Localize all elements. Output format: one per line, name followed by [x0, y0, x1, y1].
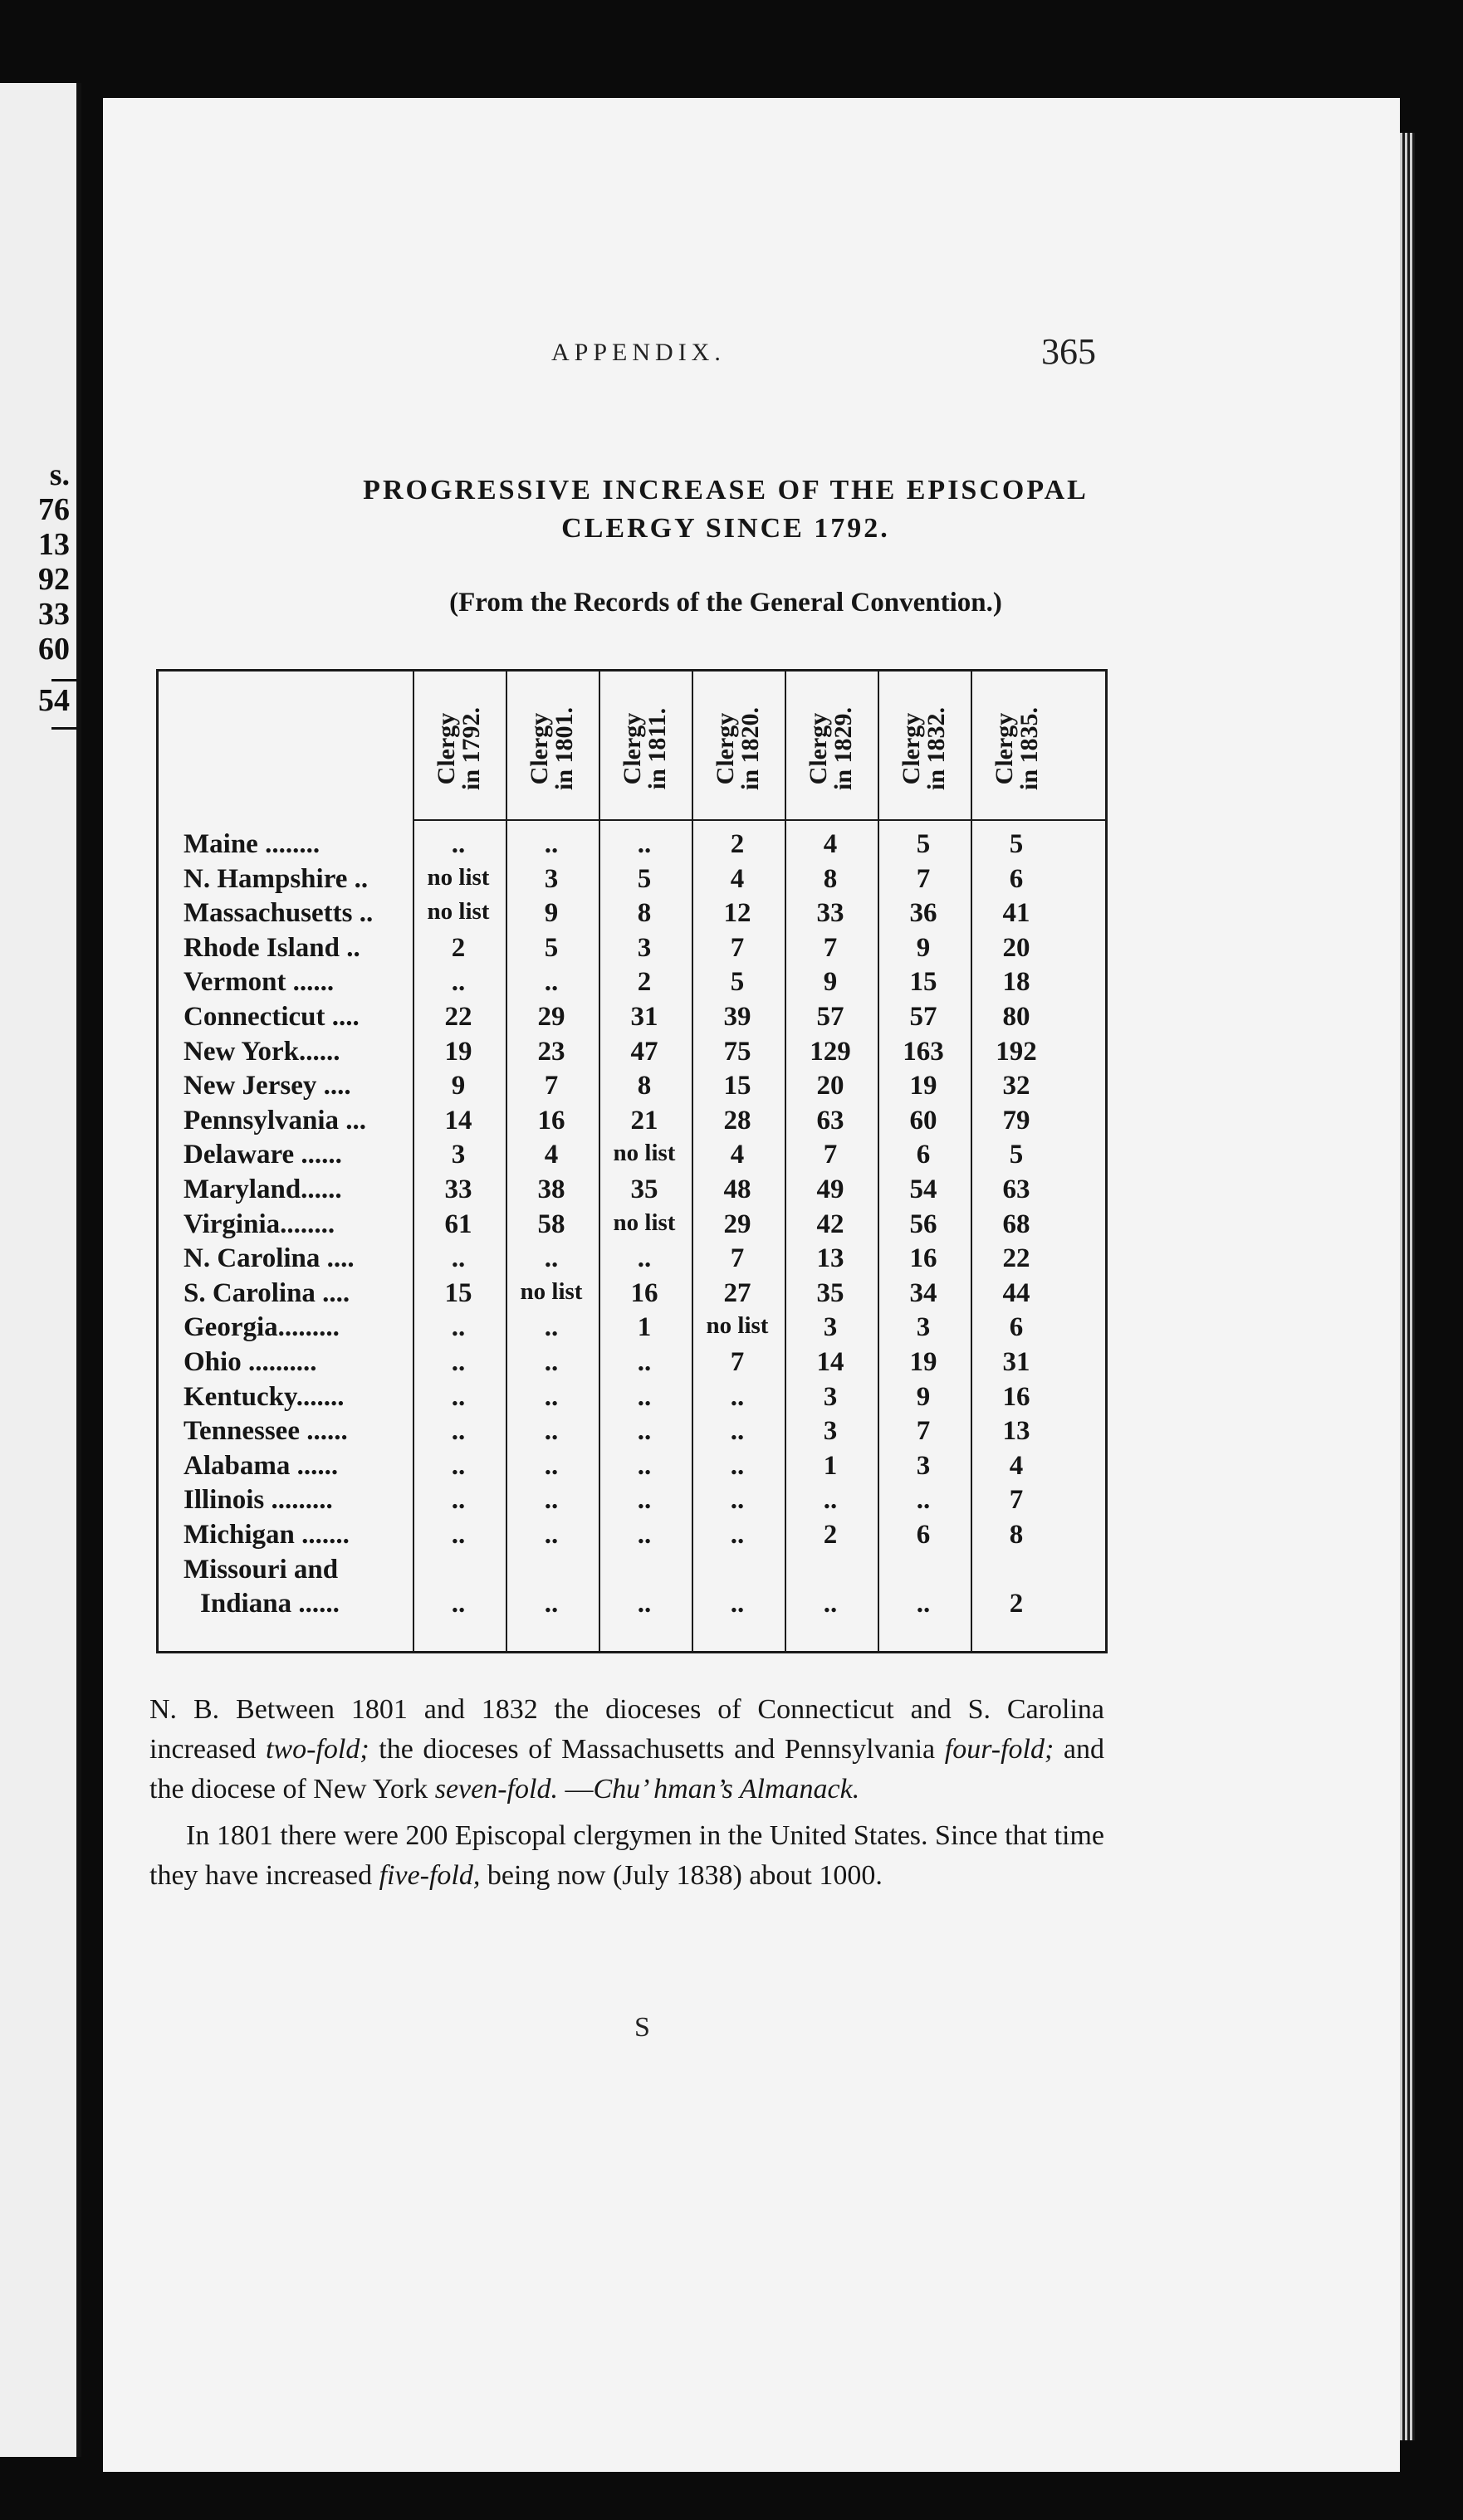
table-cell: 3 — [823, 1381, 838, 1412]
table-row — [159, 1347, 1105, 1381]
running-title: APPENDIX. — [551, 339, 726, 366]
table-cell: 2 — [451, 932, 466, 963]
table-cell: 8 — [1009, 1520, 1024, 1550]
state-name: N. Hampshire .. — [183, 863, 369, 894]
nb-paragraph — [149, 1690, 1104, 1809]
table-cell: 9 — [544, 898, 559, 929]
column-header-line: in 1811. — [643, 707, 671, 790]
table-cell: 5 — [544, 932, 559, 963]
table-cell: 9 — [916, 1381, 931, 1412]
column-header-line: Clergy — [433, 712, 460, 785]
table-cell: no list — [427, 863, 490, 891]
table-cell: 163 — [903, 1036, 944, 1067]
table-cell: .. — [451, 1243, 466, 1274]
table-row — [159, 1555, 1105, 1589]
table-cell: 34 — [909, 1277, 937, 1308]
table-cell: 7 — [1009, 1485, 1024, 1516]
table-cell: 63 — [816, 1105, 844, 1135]
nb-text: — — [557, 1774, 594, 1805]
table-cell: .. — [451, 1520, 466, 1550]
table-cell: 42 — [816, 1209, 844, 1239]
table-cell: 28 — [723, 1105, 751, 1135]
state-name: Vermont ...... — [183, 967, 335, 998]
table-cell: .. — [730, 1381, 745, 1412]
table-title — [103, 471, 1348, 548]
table-cell: .. — [637, 1381, 652, 1412]
table-cell: 15 — [723, 1071, 751, 1101]
nb-citation: Chu’ hman’s Almanack. — [593, 1774, 860, 1805]
table-cell: .. — [451, 1416, 466, 1447]
table-cell: 14 — [444, 1105, 472, 1135]
table-cell: .. — [451, 1450, 466, 1481]
column-header — [511, 686, 594, 811]
column-header-text — [992, 707, 1042, 790]
table-cell: 41 — [1002, 898, 1030, 929]
table-cell: 8 — [637, 898, 652, 929]
table-cell: 3 — [823, 1416, 838, 1447]
table-cell: .. — [544, 1589, 559, 1619]
table-cell: .. — [637, 829, 652, 859]
table-cell: 57 — [816, 1002, 844, 1032]
table-cell: .. — [544, 1347, 559, 1377]
column-header-line: Clergy — [991, 712, 1018, 785]
book-page — [103, 98, 1400, 2472]
nb-emphasis: two-fold; — [265, 1734, 369, 1765]
table-cell: .. — [637, 1243, 652, 1274]
running-head — [103, 339, 1400, 388]
table-cell: 22 — [444, 1002, 472, 1032]
table-row — [159, 1243, 1105, 1277]
state-name: Kentucky....... — [183, 1381, 345, 1412]
table-cell: 15 — [909, 967, 937, 998]
table-cell: 60 — [909, 1105, 937, 1135]
table-cell: 7 — [730, 1347, 745, 1377]
state-name: Illinois ......... — [183, 1485, 333, 1516]
table-row — [159, 1037, 1105, 1071]
table-cell: 13 — [816, 1243, 844, 1274]
column-header-line: in 1792. — [457, 706, 485, 791]
table-cell: 18 — [1002, 967, 1030, 998]
previous-page-edge — [0, 83, 81, 2457]
table-cell: 35 — [630, 1175, 658, 1204]
table-cell: .. — [544, 1416, 559, 1447]
state-name: Maine ........ — [183, 829, 320, 859]
table-row — [159, 1485, 1105, 1519]
table-cell: 12 — [723, 898, 751, 929]
table-cell: 6 — [916, 1140, 931, 1170]
table-cell: 79 — [1002, 1105, 1030, 1135]
table-cell: 29 — [723, 1209, 751, 1239]
column-header — [418, 686, 501, 811]
table-cell: 20 — [816, 1071, 844, 1101]
table-cell: 13 — [1002, 1416, 1030, 1447]
table-cell: 23 — [537, 1036, 565, 1067]
table-cell: 22 — [1002, 1243, 1030, 1274]
table-cell: .. — [730, 1416, 745, 1447]
prev-page-rule — [51, 727, 76, 730]
table-cell: 9 — [823, 967, 838, 998]
column-header-text — [620, 708, 670, 789]
table-cell: no list — [520, 1277, 583, 1305]
nb-text: and the diocese of New York — [149, 1734, 1104, 1805]
table-cell: 32 — [1002, 1071, 1030, 1101]
column-header-text — [713, 707, 763, 790]
table-cell: 27 — [723, 1277, 751, 1308]
table-cell: 58 — [537, 1209, 565, 1239]
table-cell: .. — [451, 1347, 466, 1377]
table-cell: 3 — [637, 932, 652, 963]
table-cell: 49 — [816, 1175, 844, 1204]
table-cell: 44 — [1002, 1277, 1030, 1308]
table-cell: 4 — [1009, 1450, 1024, 1481]
state-name: Pennsylvania ... — [183, 1105, 367, 1135]
table-cell: .. — [730, 1485, 745, 1516]
table-cell: 7 — [544, 1071, 559, 1101]
state-name: Ohio .......... — [183, 1347, 317, 1377]
table-cell: .. — [544, 829, 559, 859]
table-cell: 5 — [1009, 1140, 1024, 1170]
table-cell: 4 — [823, 829, 838, 859]
table-cell: 48 — [723, 1175, 751, 1204]
table-row — [159, 1002, 1105, 1036]
table-cell: 7 — [823, 932, 838, 963]
prev-page-rule — [51, 679, 76, 681]
table-cell: .. — [637, 1416, 652, 1447]
table-cell: 19 — [909, 1347, 937, 1377]
table-cell: 38 — [537, 1175, 565, 1204]
table-cell: 19 — [444, 1036, 472, 1067]
column-header-line: Clergy — [805, 712, 832, 785]
table-cell: 2 — [637, 967, 652, 998]
table-cell: no list — [427, 898, 490, 925]
table-cell: 3 — [823, 1312, 838, 1343]
table-row — [159, 1175, 1105, 1209]
table-row — [159, 1520, 1105, 1554]
state-name: Connecticut .... — [183, 1002, 360, 1032]
table-cell: 20 — [1002, 932, 1030, 963]
column-header-line: in 1801. — [550, 706, 578, 791]
count-text: being now (July 1838) about 1000. — [480, 1860, 883, 1891]
column-header — [883, 686, 966, 811]
table-cell: 63 — [1002, 1175, 1030, 1204]
nb-emphasis: seven-fold. — [434, 1774, 558, 1805]
header-rule — [413, 819, 1105, 821]
table-cell: 16 — [1002, 1381, 1030, 1412]
table-cell: .. — [730, 1450, 745, 1481]
clergy-table — [156, 669, 1108, 1653]
table-cell: 2 — [730, 829, 745, 859]
state-name: New York...... — [183, 1036, 340, 1067]
table-cell: 35 — [816, 1277, 844, 1308]
table-cell: 129 — [810, 1036, 851, 1067]
table-cell: 57 — [909, 1002, 937, 1032]
column-header-line: Clergy — [526, 712, 553, 785]
page-number: 365 — [1041, 331, 1096, 372]
state-name: Tennessee ...... — [183, 1416, 348, 1447]
table-cell: 3 — [916, 1312, 931, 1343]
table-cell: 21 — [630, 1105, 658, 1135]
state-name: Maryland...... — [183, 1175, 342, 1204]
table-cell: 7 — [823, 1140, 838, 1170]
table-cell: 8 — [637, 1071, 652, 1101]
nb-text: the dioceses of Massachusetts and Pennsylvania — [369, 1734, 945, 1765]
table-cell: 7 — [916, 863, 931, 894]
prev-page-fragment: 33 — [38, 597, 70, 632]
table-cell: 5 — [1009, 829, 1024, 859]
table-cell: 54 — [909, 1175, 937, 1204]
table-cell: .. — [544, 967, 559, 998]
table-cell: 16 — [909, 1243, 937, 1274]
nb-emphasis: four-fold; — [944, 1734, 1054, 1765]
column-header — [790, 686, 873, 811]
table-cell: .. — [730, 1589, 745, 1619]
column-header — [976, 686, 1059, 811]
column-header-text — [527, 707, 577, 790]
column-header — [604, 686, 687, 811]
table-row — [159, 1589, 1105, 1623]
table-cell: 3 — [451, 1140, 466, 1170]
state-name: S. Carolina .... — [183, 1277, 350, 1308]
table-row — [159, 933, 1105, 967]
table-cell: 80 — [1002, 1002, 1030, 1032]
table-cell: .. — [916, 1485, 931, 1516]
state-name: Georgia......... — [183, 1312, 340, 1343]
table-cell: .. — [916, 1589, 931, 1619]
table-cell: 29 — [537, 1002, 565, 1032]
table-cell: 6 — [1009, 1312, 1024, 1343]
prev-page-fragment: 54 — [38, 683, 70, 718]
column-header-line: in 1820. — [736, 706, 764, 791]
table-cell: 33 — [444, 1175, 472, 1204]
table-cell: 61 — [444, 1209, 472, 1239]
table-cell: .. — [451, 829, 466, 859]
prev-page-fragment: 13 — [38, 527, 70, 562]
table-cell: .. — [544, 1243, 559, 1274]
title-line-2: CLERGY SINCE 1792. — [561, 513, 890, 544]
table-cell: .. — [544, 1381, 559, 1412]
table-cell: 39 — [723, 1002, 751, 1032]
table-cell: .. — [637, 1589, 652, 1619]
table-cell: 2 — [823, 1520, 838, 1550]
table-cell: 15 — [444, 1277, 472, 1308]
table-cell: .. — [544, 1520, 559, 1550]
nb-text: N. B. Between 1801 and 1832 the dioceses of Connecticut and S. Carolina increased — [149, 1694, 1104, 1765]
column-header — [697, 686, 780, 811]
table-cell: .. — [637, 1450, 652, 1481]
table-cell: 4 — [730, 863, 745, 894]
column-header-text — [806, 707, 856, 790]
table-cell: 6 — [1009, 863, 1024, 894]
column-header-line: Clergy — [712, 712, 739, 785]
table-cell: 3 — [916, 1450, 931, 1481]
table-cell: 16 — [537, 1105, 565, 1135]
signature-mark: S — [634, 2012, 650, 2043]
table-cell: 6 — [916, 1520, 931, 1550]
table-row — [159, 1312, 1105, 1346]
table-row — [159, 1416, 1105, 1450]
table-row — [159, 898, 1105, 932]
count-paragraph — [149, 1816, 1104, 1896]
table-cell: 36 — [909, 898, 937, 929]
table-cell: 3 — [544, 863, 559, 894]
table-cell: 9 — [916, 932, 931, 963]
table-cell: 7 — [916, 1416, 931, 1447]
column-header-line: Clergy — [898, 712, 925, 785]
table-cell: no list — [613, 1209, 676, 1236]
table-cell: 5 — [916, 829, 931, 859]
table-cell: 75 — [723, 1036, 751, 1067]
table-cell: 5 — [730, 967, 745, 998]
state-name: Missouri and — [183, 1554, 339, 1585]
table-cell: .. — [637, 1485, 652, 1516]
prev-page-fragment: 92 — [38, 562, 70, 597]
table-cell: 192 — [996, 1036, 1037, 1067]
table-cell: .. — [730, 1520, 745, 1550]
table-cell: .. — [451, 1485, 466, 1516]
table-cell: 7 — [730, 932, 745, 963]
table-cell: .. — [451, 967, 466, 998]
table-row — [159, 1278, 1105, 1312]
table-cell: no list — [613, 1140, 676, 1167]
table-row — [159, 1209, 1105, 1243]
count-emphasis: five-fold, — [379, 1860, 481, 1891]
table-cell: 56 — [909, 1209, 937, 1239]
table-row — [159, 1451, 1105, 1485]
column-header-line: in 1832. — [922, 706, 950, 791]
state-name: N. Carolina .... — [183, 1243, 355, 1274]
state-name: New Jersey .... — [183, 1071, 351, 1101]
column-header-text — [899, 707, 949, 790]
table-cell: 2 — [1009, 1589, 1024, 1619]
table-cell: 1 — [637, 1312, 652, 1343]
table-cell: .. — [544, 1450, 559, 1481]
table-row — [159, 1382, 1105, 1416]
prev-page-fragment: 60 — [38, 632, 70, 667]
table-row — [159, 967, 1105, 1001]
column-header-line: Clergy — [619, 712, 646, 785]
table-cell: no list — [706, 1312, 769, 1340]
table-cell: .. — [451, 1589, 466, 1619]
column-header-line: in 1835. — [1015, 706, 1043, 791]
table-cell: 14 — [816, 1347, 844, 1377]
table-cell: .. — [544, 1312, 559, 1343]
state-name: Rhode Island .. — [183, 932, 360, 963]
table-cell: 31 — [1002, 1347, 1030, 1377]
title-line-1: PROGRESSIVE INCREASE OF THE EPISCOPAL — [363, 475, 1089, 505]
notes-block — [149, 1690, 1104, 1896]
table-cell: 33 — [816, 898, 844, 929]
table-cell: .. — [451, 1381, 466, 1412]
table-row — [159, 1071, 1105, 1105]
table-cell: .. — [823, 1485, 838, 1516]
table-cell: 8 — [823, 863, 838, 894]
table-row — [159, 829, 1105, 863]
table-cell: 68 — [1002, 1209, 1030, 1239]
table-cell: 1 — [823, 1450, 838, 1481]
table-cell: 47 — [630, 1036, 658, 1067]
count-text: In 1801 there were 200 Episcopal clergymen in the United States. Since that time they have increased — [149, 1820, 1104, 1891]
table-cell: .. — [451, 1312, 466, 1343]
table-row — [159, 864, 1105, 898]
column-header-text — [434, 707, 484, 790]
table-cell: 19 — [909, 1071, 937, 1101]
table-cell: 16 — [630, 1277, 658, 1308]
page-edge-stack — [1400, 133, 1415, 2440]
table-cell: .. — [823, 1589, 838, 1619]
table-cell: 4 — [730, 1140, 745, 1170]
state-name: Michigan ....... — [183, 1520, 350, 1550]
state-name: Indiana ...... — [200, 1589, 340, 1619]
table-cell: .. — [637, 1520, 652, 1550]
table-cell: 31 — [630, 1002, 658, 1032]
source-note: (From the Records of the General Convention.) — [449, 588, 1002, 618]
state-name: Massachusetts .. — [183, 898, 374, 929]
table-row — [159, 1106, 1105, 1140]
state-name: Alabama ...... — [183, 1450, 339, 1481]
table-cell: .. — [637, 1347, 652, 1377]
prev-page-fragment: s. — [49, 457, 70, 492]
state-name: Delaware ...... — [183, 1140, 342, 1170]
table-cell: .. — [544, 1485, 559, 1516]
table-cell: 9 — [451, 1071, 466, 1101]
table-cell: 5 — [637, 863, 652, 894]
column-header-line: in 1829. — [829, 706, 857, 791]
table-cell: 4 — [544, 1140, 559, 1170]
state-name: Virginia........ — [183, 1209, 335, 1239]
prev-page-fragment: 76 — [38, 492, 70, 527]
table-cell: 7 — [730, 1243, 745, 1274]
table-row — [159, 1140, 1105, 1174]
